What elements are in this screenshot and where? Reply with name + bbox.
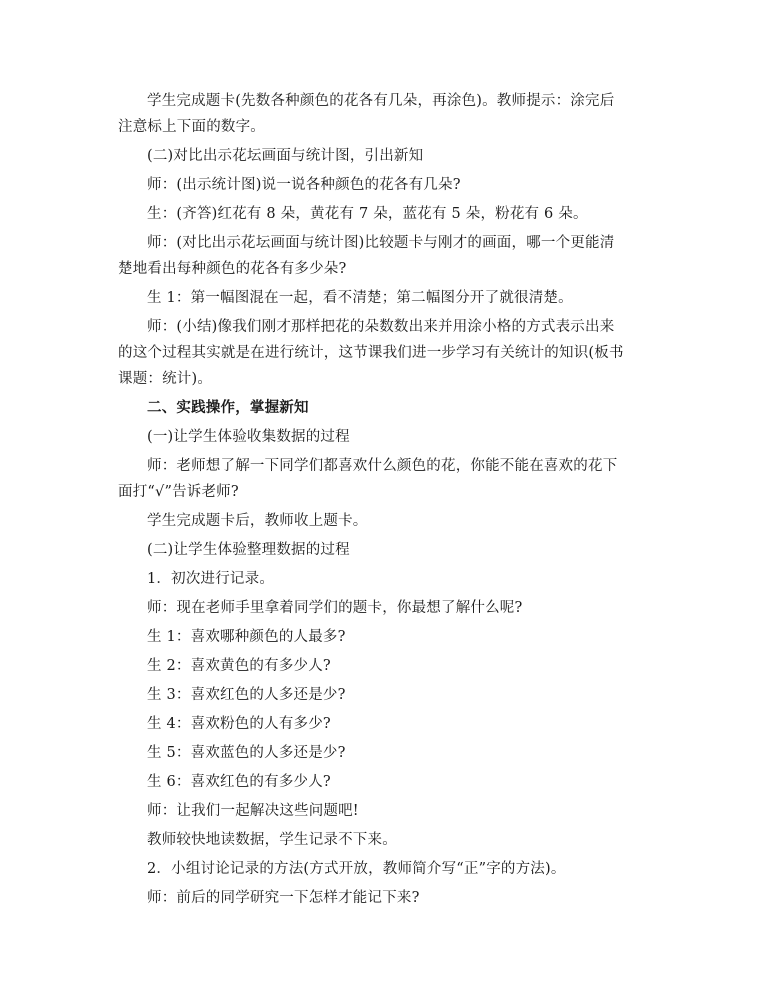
paragraph-line: 的这个过程其实就是在进行统计，这节课我们进一步学习有关统计的知识(板书 [118, 345, 624, 361]
paragraph-line: 生 3：喜欢红色的人多还是少? [147, 687, 346, 703]
paragraph-line: 生 5：喜欢蓝色的人多还是少? [147, 745, 346, 761]
paragraph-line: 师：(小结)像我们刚才那样把花的朵数数出来并用涂小格的方式表示出来 [147, 319, 615, 335]
subsection-heading: (二)让学生体验整理数据的过程 [147, 542, 350, 558]
paragraph-line: 生 2：喜欢黄色的有多少人? [147, 658, 331, 674]
paragraph-line: 课题：统计)。 [118, 371, 213, 387]
subsection-heading: (一)让学生体验收集数据的过程 [147, 429, 350, 445]
paragraph-line: 生 6：喜欢红色的有多少人? [147, 774, 331, 790]
paragraph-line: 生 1：喜欢哪种颜色的人最多? [147, 629, 346, 645]
paragraph-line: 学生完成题卡(先数各种颜色的花各有几朵，再涂色)。教师提示：涂完后 [147, 93, 615, 109]
paragraph-line: 面打“√”告诉老师? [118, 484, 239, 500]
section-heading: 二、实践操作，掌握新知 [147, 399, 309, 416]
paragraph-line: 师：前后的同学研究一下怎样才能记下来? [147, 890, 420, 906]
paragraph-line: 师：让我们一起解决这些问题吧! [147, 803, 359, 819]
paragraph-line: 学生完成题卡后，教师收上题卡。 [147, 513, 368, 529]
paragraph-line: 师：老师想了解一下同学们都喜欢什么颜色的花，你能不能在喜欢的花下 [147, 458, 618, 474]
paragraph-line: 楚地看出每种颜色的花各有多少朵? [118, 261, 347, 277]
paragraph-line: 注意标上下面的数字。 [118, 119, 265, 135]
paragraph-line: 生：(齐答)红花有 8 朵，黄花有 7 朵，蓝花有 5 朵，粉花有 6 朵。 [147, 206, 588, 222]
section-heading: (二)对比出示花坛画面与统计图，引出新知 [147, 148, 424, 164]
paragraph-line: 师：(对比出示花坛画面与统计图)比较题卡与刚才的画面，哪一个更能清 [147, 235, 615, 251]
paragraph-line: 生 4：喜欢粉色的人有多少? [147, 716, 331, 732]
paragraph-line: 教师较快地读数据，学生记录不下来。 [147, 832, 397, 848]
paragraph-line: 1．初次进行记录。 [147, 571, 275, 587]
paragraph-line: 2．小组讨论记录的方法(方式开放，教师简介写“正”字的方法)。 [147, 861, 566, 877]
paragraph-line: 生 1：第一幅图混在一起，看不清楚；第二幅图分开了就很清楚。 [147, 290, 573, 306]
paragraph-line: 师：(出示统计图)说一说各种颜色的花各有几朵? [147, 177, 461, 193]
paragraph-line: 师：现在老师手里拿着同学们的题卡，你最想了解什么呢? [147, 600, 523, 616]
